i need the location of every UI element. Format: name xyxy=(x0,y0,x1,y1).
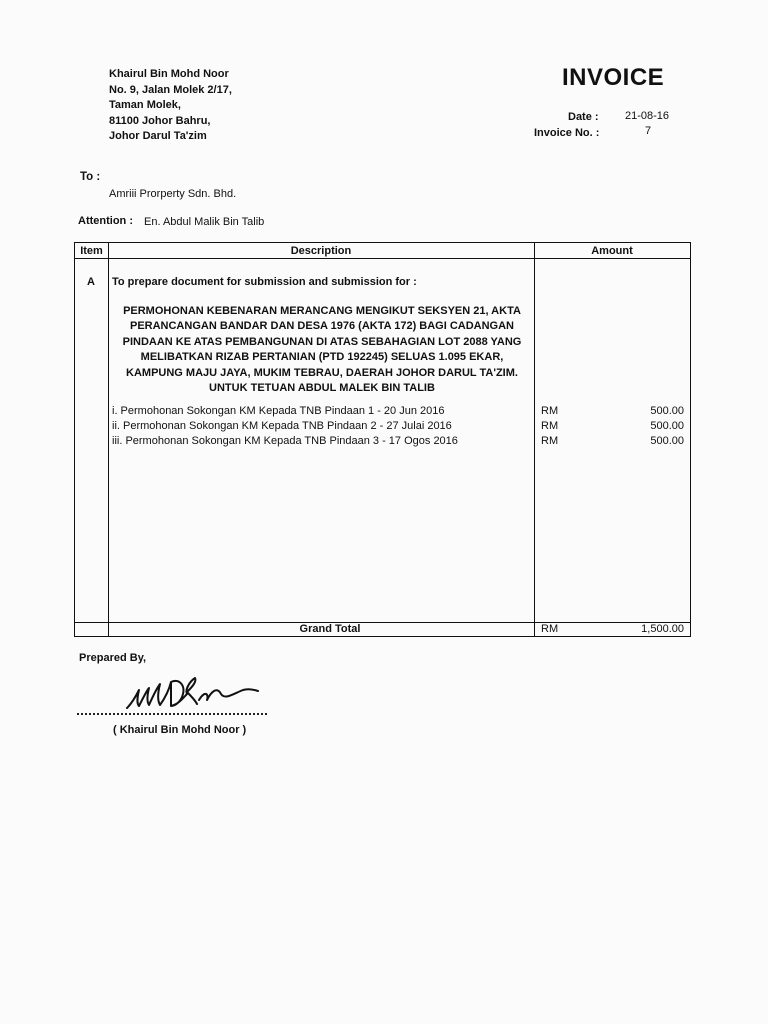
column-divider xyxy=(534,243,535,636)
sender-address-line: Taman Molek, xyxy=(109,99,181,111)
line-item-amount: 500.00 xyxy=(650,420,684,432)
grand-total-currency: RM xyxy=(541,623,559,635)
to-label: To : xyxy=(80,171,101,183)
sender-address-line: No. 9, Jalan Molek 2/17, xyxy=(109,83,232,96)
project-line: UNTUK TETUAN ABDUL MALEK BIN TALIB xyxy=(209,382,435,395)
project-line: PINDAAN KE ATAS PEMBANGUNAN DI ATAS SEBAHAGIAN LOT 2088 YANG xyxy=(122,335,522,348)
sender-address-line: 81100 Johor Bahru, xyxy=(109,114,211,127)
header-description: Description xyxy=(290,245,352,257)
item-letter: A xyxy=(87,276,95,288)
grand-total-label: Grand Total xyxy=(299,623,361,635)
line-item-description: ii. Permohonan Sokongan KM Kepada TNB Pindaan 2 - 27 Julai 2016 xyxy=(112,420,452,432)
line-item-amount: 500.00 xyxy=(650,435,684,447)
sender-name: Khairul Bin Mohd Noor xyxy=(109,68,229,80)
date-label: Date : xyxy=(568,111,599,123)
line-item-description: i. Permohonan Sokongan KM Kepada TNB Pindaan 1 - 20 Jun 2016 xyxy=(112,405,445,417)
header-amount: Amount xyxy=(591,245,633,257)
invoice-number-value: 7 xyxy=(645,125,652,137)
line-item-description: iii. Permohonan Sokongan KM Kepada TNB Pindaan 3 - 17 Ogos 2016 xyxy=(112,435,458,447)
line-item-currency: RM xyxy=(541,435,559,447)
line-item-currency: RM xyxy=(541,420,559,432)
signature-line xyxy=(77,713,267,715)
sender-block xyxy=(109,67,232,145)
project-line: PERMOHONAN KEBENARAN MERANCANG MENGIKUT SEKSYEN 21, AKTA xyxy=(123,305,521,317)
signer-name: ( Khairul Bin Mohd Noor ) xyxy=(113,724,247,736)
header-divider xyxy=(75,258,690,259)
recipient-name: Amriii Prorperty Sdn. Bhd. xyxy=(109,188,237,200)
description-intro: To prepare document for submission and submission for : xyxy=(112,276,417,288)
project-description xyxy=(112,304,532,396)
project-line: PERANCANGAN BANDAR DAN DESA 1976 (AKTA 172) BAGI CADANGAN xyxy=(129,320,515,333)
line-item-amount: 500.00 xyxy=(650,405,684,417)
grand-total-amount: 1,500.00 xyxy=(641,623,684,635)
prepared-by-label: Prepared By, xyxy=(79,652,147,664)
attention-label: Attention : xyxy=(78,215,133,227)
sender-address-line: Johor Darul Ta'zim xyxy=(109,130,207,142)
attention-name: En. Abdul Malik Bin Talib xyxy=(144,216,265,228)
date-value: 21-08-16 xyxy=(625,110,670,122)
invoice-number-label: Invoice No. : xyxy=(534,127,600,139)
header-item: Item xyxy=(80,245,103,257)
column-divider xyxy=(108,243,109,636)
invoice-title: INVOICE xyxy=(562,64,665,91)
signature-image xyxy=(125,672,260,714)
project-line: MELIBATKAN RIZAB PERTANIAN (PTD 192245) SELUAS 1.095 EKAR, xyxy=(140,351,504,364)
project-line: KAMPUNG MAJU JAYA, MUKIM TEBRAU, DAERAH JOHOR DARUL TA'ZIM. xyxy=(126,366,518,379)
line-item-currency: RM xyxy=(541,405,559,417)
